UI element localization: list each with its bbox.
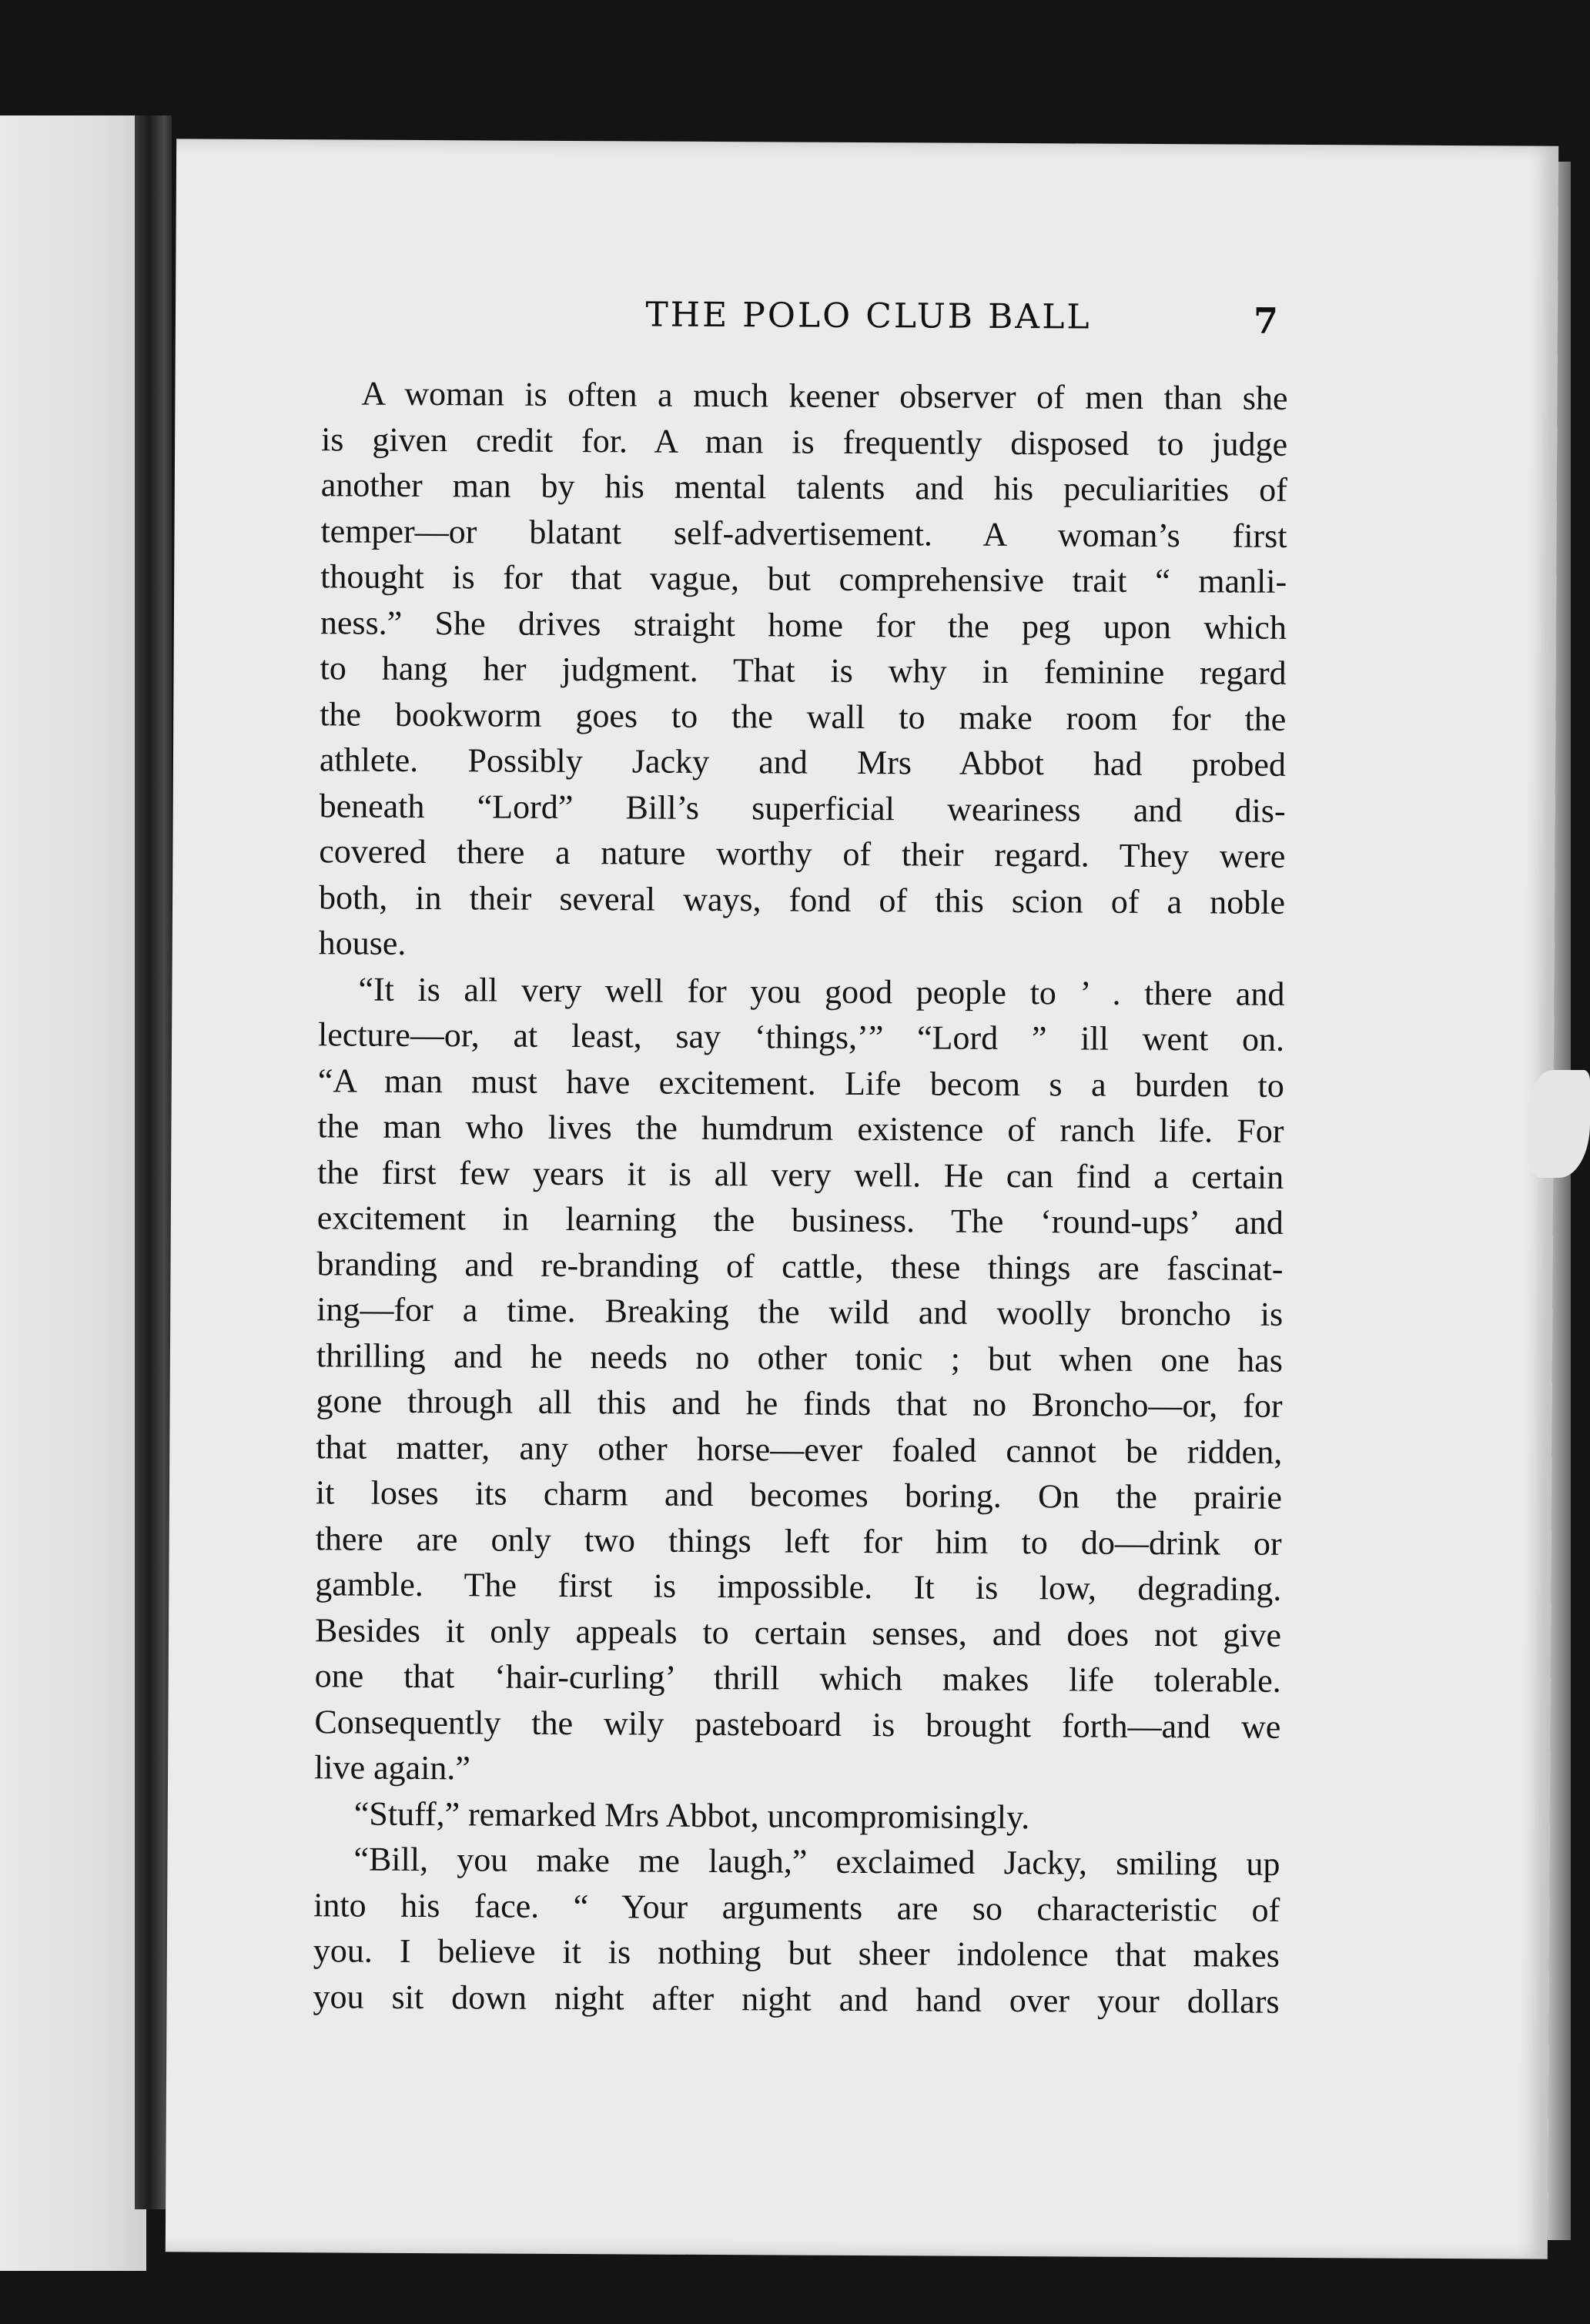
- text-line: temper—or blatant self-advertisement. A woman’s first: [320, 511, 1287, 555]
- text-line: thrilling and he needs no other tonic ; but when one has: [316, 1336, 1284, 1379]
- text-line: gone through all this and he finds that no Broncho—or, for: [316, 1382, 1283, 1425]
- page-header: [176, 293, 1558, 361]
- text-line: “Bill, you make me laugh,” exclaimed Jacky, smiling up: [353, 1840, 1280, 1883]
- text-line: beneath “Lord” Bill’s superficial weariness and dis-: [319, 786, 1286, 830]
- text-line: lecture—or, at least, say ‘things,’” “Lord ” ill went on.: [317, 1015, 1285, 1058]
- text-line: one that ‘hair-curling’ thrill which makes life tolerable.: [314, 1657, 1281, 1700]
- text-line: into his face. “ Your arguments are so characteristic of: [313, 1885, 1280, 1929]
- book-page: [166, 139, 1558, 2259]
- text-line: branding and re-branding of cattle, these things are fascinat-: [316, 1244, 1284, 1288]
- paragraph: [319, 370, 1288, 971]
- paragraph: [314, 1791, 1280, 1841]
- text-line: to hang her judgment. That is why in feminine regard: [320, 649, 1287, 692]
- running-title: THE POLO CLUB BALL: [645, 295, 1092, 337]
- text-line: you. I believe it is nothing but sheer indolence that makes: [313, 1931, 1280, 1975]
- text-line: is given credit for. A man is frequently disposed to judge: [321, 420, 1288, 463]
- text-line: there are only two things left for him to do—drink or: [315, 1519, 1282, 1563]
- facing-page-edge: [0, 115, 146, 2271]
- text-line: Besides it only appeals to certain senses, and does not give: [314, 1610, 1282, 1654]
- page-number: 7: [1253, 299, 1279, 342]
- text-line: gamble. The first is impossible. It is low, degrading.: [315, 1565, 1282, 1608]
- text-line: A woman is often a much keener observer of men than she: [361, 374, 1288, 417]
- text-line: “Stuff,” remarked Mrs Abbot, uncompromisingly.: [353, 1794, 1030, 1836]
- text-line: ing—for a time. Breaking the wild and woolly broncho is: [316, 1290, 1284, 1333]
- text-line: Consequently the wily pasteboard is brought forth—and we: [314, 1702, 1281, 1746]
- text-line: excitement in learning the business. The ‘round-ups’ and: [316, 1199, 1284, 1242]
- text-line: covered there a nature worthy of their regard. They were: [319, 832, 1286, 875]
- text-line: it loses its charm and becomes boring. On the prairie: [315, 1473, 1283, 1516]
- text-line: house.: [318, 924, 407, 962]
- text-line: that matter, any other horse—ever foaled cannot be ridden,: [316, 1427, 1283, 1471]
- body-text: [313, 370, 1287, 2025]
- text-line: athlete. Possibly Jacky and Mrs Abbot had probed: [319, 741, 1287, 784]
- text-line: the man who lives the humdrum existence of ranch life. For: [317, 1107, 1284, 1150]
- text-line: “A man must have excitement. Life becom s a burden to: [317, 1061, 1284, 1105]
- text-line: you sit down night after night and hand over your dollars: [313, 1977, 1280, 2021]
- paragraph: [313, 1836, 1280, 2025]
- text-line: the first few years it is all very well. He can find a certain: [317, 1152, 1284, 1196]
- text-line: live again.”: [313, 1748, 471, 1787]
- book-gutter: [135, 115, 172, 2209]
- text-line: another man by his mental talents and his peculiarities of: [320, 466, 1287, 509]
- text-line: the bookworm goes to the wall to make room for the: [320, 694, 1287, 738]
- text-line: “It is all very well for you good people to ’ . there and: [358, 970, 1285, 1013]
- paragraph: [314, 966, 1285, 1796]
- torn-page-fragment: [1528, 1070, 1590, 1178]
- text-line: both, in their several ways, fond of this scion of a noble: [318, 878, 1286, 921]
- text-line: thought is for that vague, but comprehensive trait “ manli-: [320, 557, 1287, 600]
- text-line: ness.” She drives straight home for the peg upon which: [320, 603, 1287, 647]
